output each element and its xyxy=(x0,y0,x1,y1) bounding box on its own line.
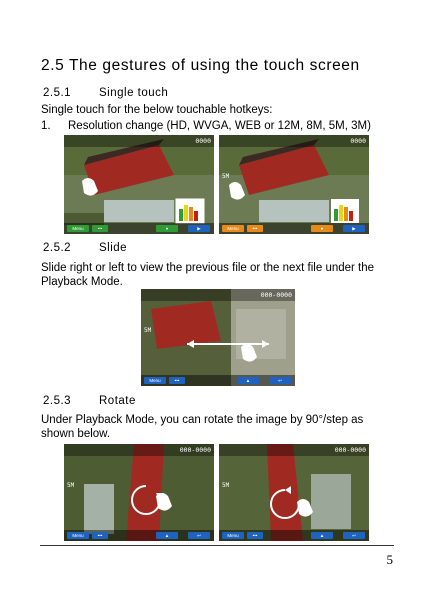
control-bar xyxy=(64,223,214,234)
scene-image xyxy=(64,135,214,234)
status-bar xyxy=(64,135,214,147)
delete-button[interactable]: ▲ xyxy=(311,532,333,539)
resolution-label: 5M xyxy=(222,482,230,489)
back-button[interactable]: ↩ xyxy=(269,377,291,384)
playback-button[interactable]: ▶ xyxy=(188,225,210,232)
camera-screen-single-touch-right xyxy=(219,135,369,234)
single-touch-intro: Single touch for the below touchable hotkeys: xyxy=(41,104,273,116)
menu-button[interactable]: Menu xyxy=(67,532,89,539)
control-bar xyxy=(141,375,295,386)
back-button[interactable]: ↩ xyxy=(188,532,210,539)
resolution-label: 5M xyxy=(67,482,75,489)
menu-button[interactable]: Menu xyxy=(67,225,89,232)
playback-button[interactable]: ▶ xyxy=(343,225,365,232)
resolution-label[interactable]: 5M xyxy=(222,173,230,180)
scene-image xyxy=(219,444,369,541)
control-bar xyxy=(219,530,369,541)
section-number: 2.5.2 xyxy=(43,242,72,254)
menu-button[interactable]: Menu xyxy=(144,377,166,384)
delete-button[interactable]: ▲ xyxy=(237,377,259,384)
section-heading-slide xyxy=(43,242,127,254)
delete-button[interactable]: ▲ xyxy=(156,532,178,539)
scene-image xyxy=(141,289,295,386)
back-button[interactable]: ↩ xyxy=(343,532,365,539)
playback-screen-rotate-left xyxy=(64,444,214,541)
section-number: 2.5.3 xyxy=(43,395,72,407)
list-item-text: Resolution change (HD, WVGA, WEB or 12M, 8M, 5M, 3M) xyxy=(68,120,371,132)
playback-screen-slide xyxy=(141,289,295,386)
rotate-description: Under Playback Mode, you can rotate the image by 90°/step as shown below. xyxy=(41,414,364,440)
control-bar xyxy=(219,223,369,234)
more-button[interactable]: ••• xyxy=(92,225,108,232)
menu-button[interactable]: Menu xyxy=(222,532,244,539)
page-number: 5 xyxy=(386,552,393,567)
playback-screen-rotate-right xyxy=(219,444,369,541)
section-heading-rotate xyxy=(43,395,136,407)
slide-description: Slide right or left to view the previous file or the next file under the Playback Mode. xyxy=(41,262,375,288)
status-bar xyxy=(141,289,295,301)
file-counter: 000-0000 xyxy=(179,446,211,454)
file-counter: 000-0000 xyxy=(260,291,292,299)
more-button[interactable]: ••• xyxy=(247,532,263,539)
section-heading-single-touch xyxy=(43,87,168,99)
section-title: Rotate xyxy=(99,395,136,407)
menu-button[interactable]: Menu xyxy=(222,225,244,232)
resolution-label: 5M xyxy=(144,327,152,334)
more-button[interactable]: ••• xyxy=(169,377,185,384)
page-heading: 2.5 The gestures of using the touch screen xyxy=(41,57,360,74)
record-button[interactable]: ● xyxy=(311,225,333,232)
file-counter: 0000 xyxy=(350,137,366,145)
status-bar xyxy=(64,444,214,456)
list-item-resolution xyxy=(41,119,371,133)
scene-image xyxy=(64,444,214,541)
control-bar xyxy=(64,530,214,541)
section-title: Single touch xyxy=(99,87,169,99)
status-bar xyxy=(219,135,369,147)
footer-divider xyxy=(40,545,394,546)
status-bar xyxy=(219,444,369,456)
list-item-number: 1. xyxy=(41,120,51,132)
more-button[interactable]: ••• xyxy=(92,532,108,539)
camera-screen-single-touch-left xyxy=(64,135,214,234)
file-counter: 000-0000 xyxy=(334,446,366,454)
section-title: Slide xyxy=(99,242,128,254)
record-button[interactable]: ● xyxy=(156,225,178,232)
scene-image xyxy=(219,135,369,234)
file-counter: 0000 xyxy=(195,137,211,145)
more-button[interactable]: ••• xyxy=(247,225,263,232)
section-number: 2.5.1 xyxy=(43,87,72,99)
